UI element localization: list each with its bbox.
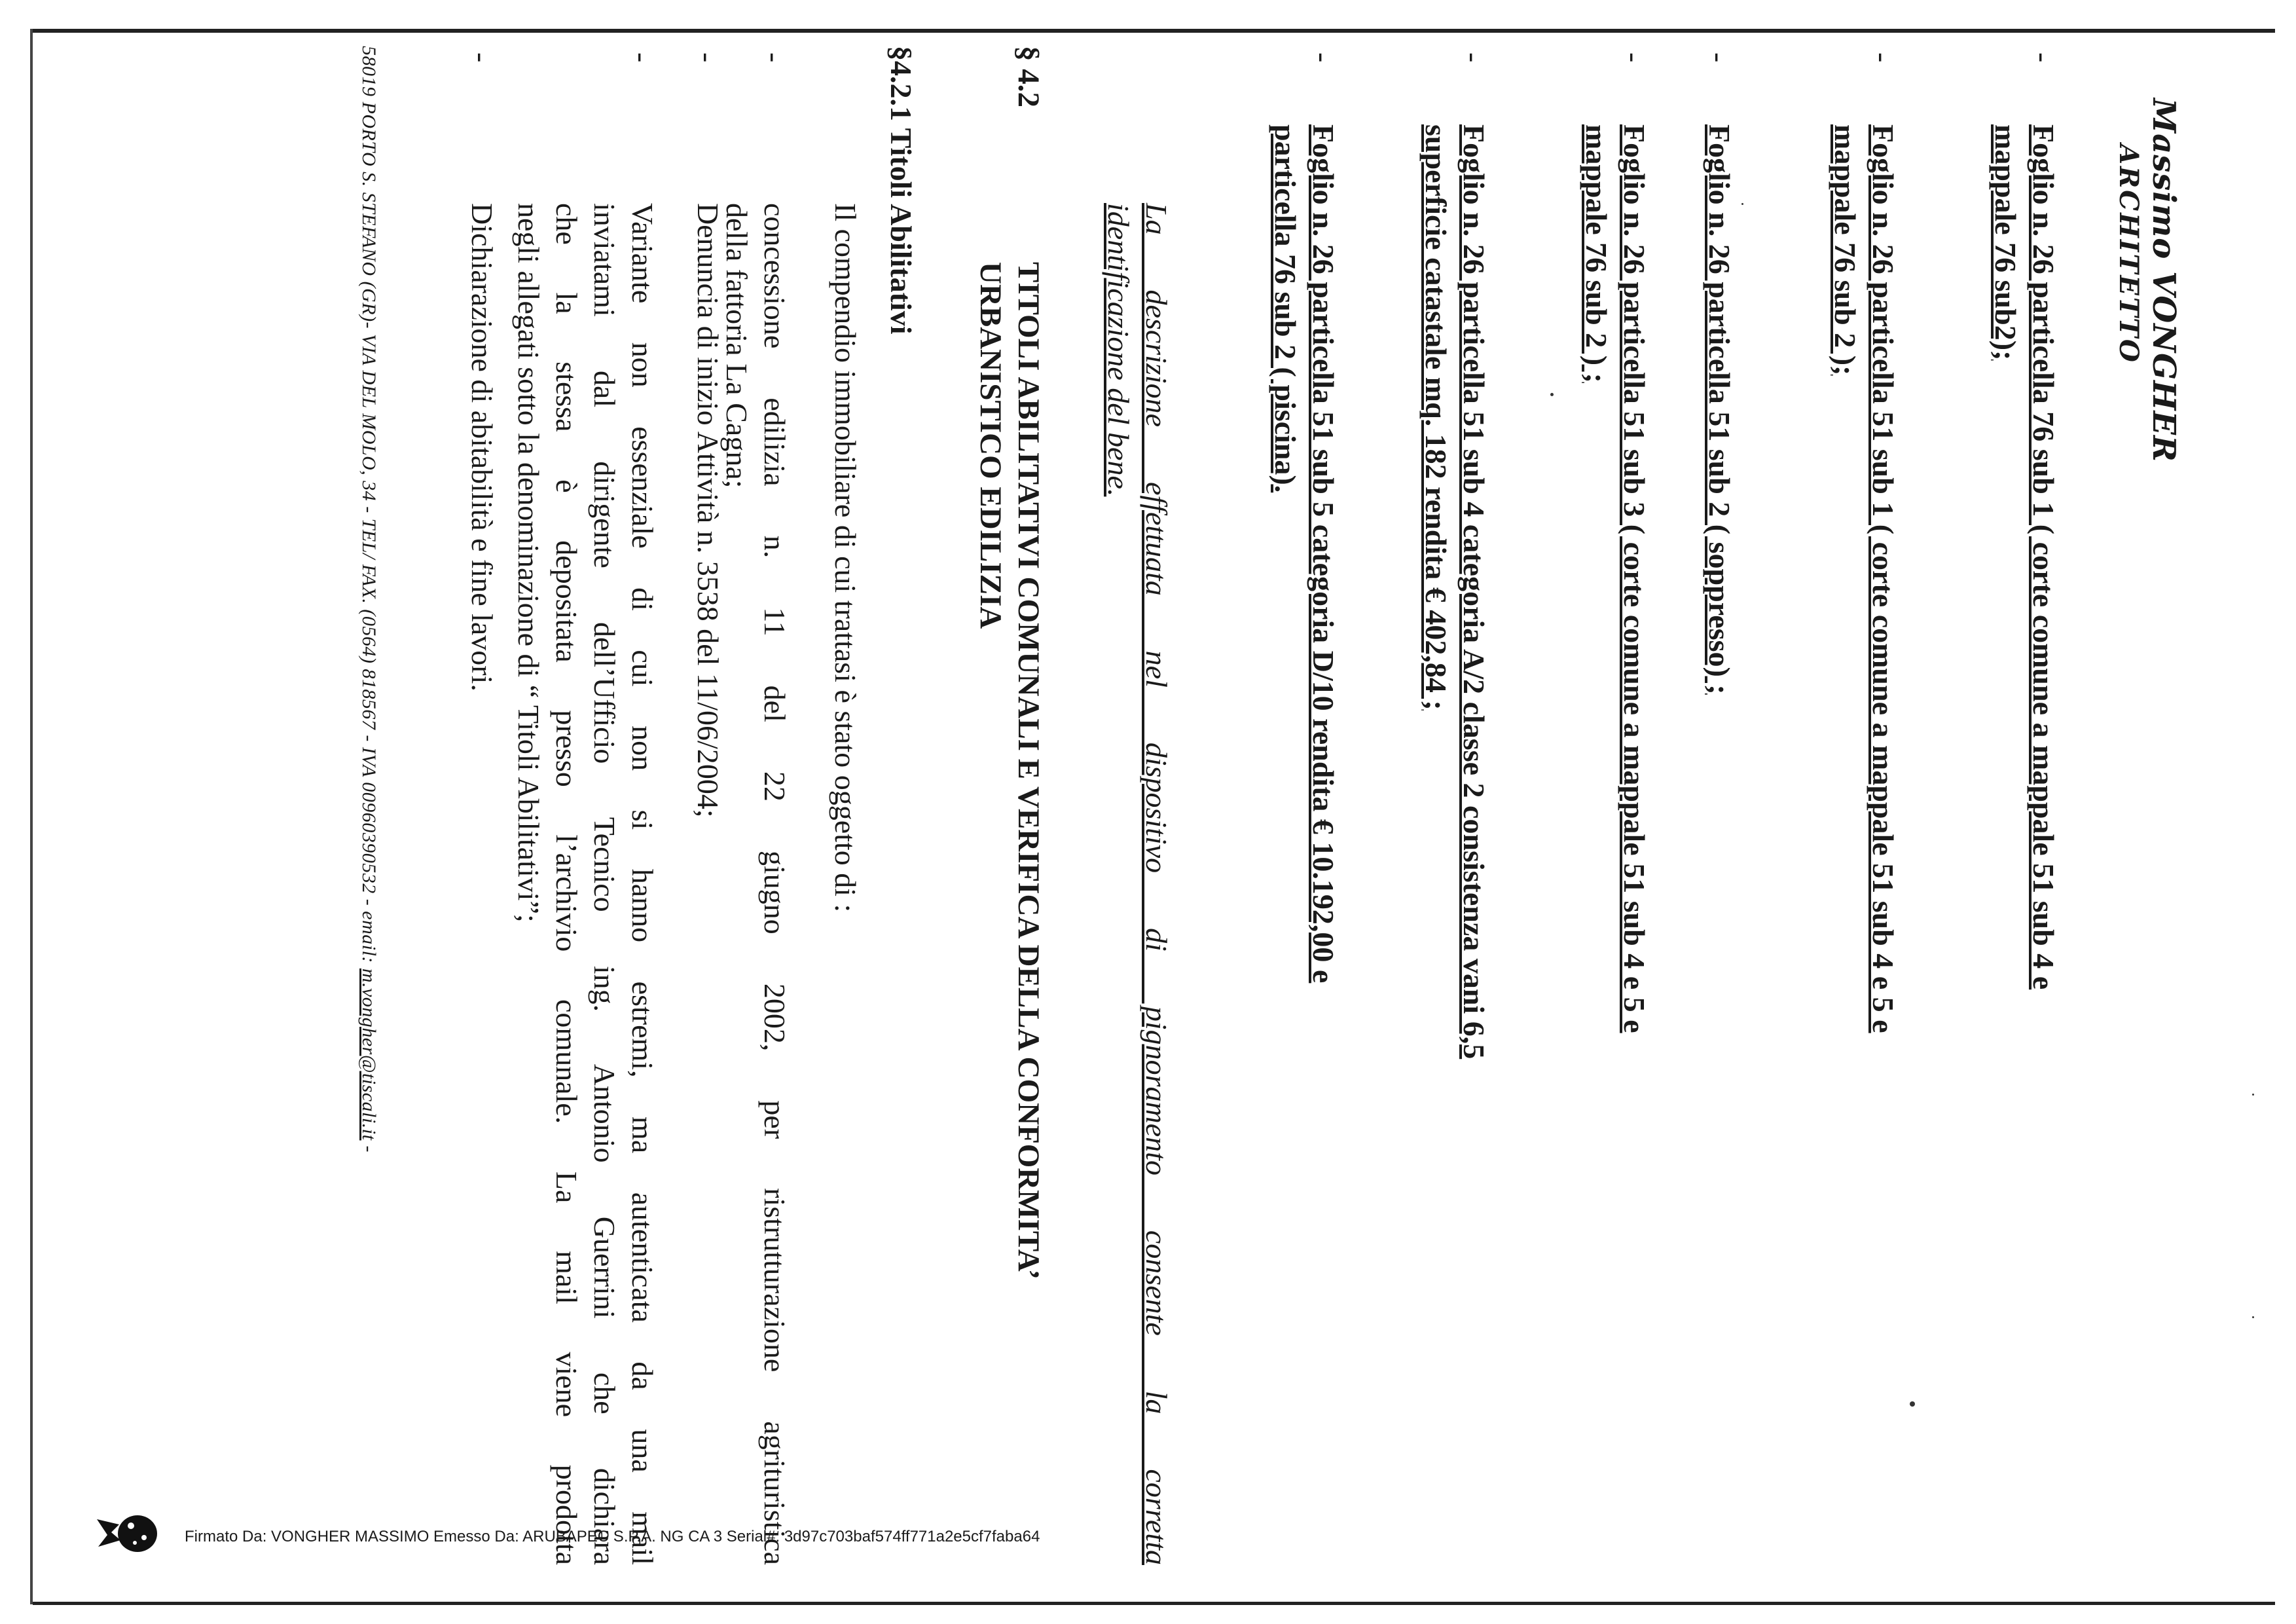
list-item: - concessione edilizia n. 11 del 22 giugno 2002, per ristrutturazione agrituristica della fattoria La Cagna;: [720, 52, 792, 1565]
footer-email: m.vongher@tiscali.it: [358, 968, 380, 1141]
section-heading: § 4.2 TITOLI ABILITATIVI COMUNALI E VERIFICA DELLA CONFORMITA’ URBANISTICO EDILIZIA: [974, 46, 1046, 1280]
list-item: - Foglio n. 26 particella 51 sub 4 categoria A/2 classe 2 consistenza vani 6,5 superficie catastale mq. 182 rendita € 402,84 ;: [1419, 52, 1491, 1060]
list-item: - Foglio n. 26 particella 51 sub 2 ( soppresso) ;: [1703, 52, 1736, 695]
list-item: - Foglio n. 26 particella 51 sub 5 categoria D/10 rendita € 10.192,00 e particella 76 sub 2 ( piscina).: [1269, 52, 1340, 984]
subsection-heading: §4.2.1 Titoli Abilitativi: [884, 46, 918, 335]
digital-signature-line: Firmato Da: VONGHER MASSIMO Emesso Da: ARUBAPEC S.P.A. NG CA 3 Serial#: 3d97c703baf574ff771a2e5cf7faba64: [185, 1528, 1040, 1545]
page-border-left: [30, 29, 33, 1604]
list-item: - Foglio n. 26 particella 51 sub 1 ( corte comune a mappale 51 sub 4 e 5 e mappale 76 sub 2 );: [1829, 52, 1900, 1033]
list-item: - Dichiarazione di abitabilità e fine lavori.: [465, 52, 499, 692]
list-item: - Foglio n. 26 particella 76 sub 1 ( corte comune a mappale 51 sub 4 e mappale 76 sub2);: [1989, 52, 2060, 990]
footer-address: 58019 PORTO S. STEFANO (GR)- VIA DEL MOLO, 34 - TEL/ FAX. (0564) 818567 - IVA 00960390532 - email: m.vongher@tiscali.it -: [358, 46, 380, 1153]
letterhead: [2088, 46, 2187, 570]
scan-speck: [1550, 393, 1554, 396]
rotated-document-page: [193, 46, 2187, 1572]
list-item: - Denuncia di inizio Attività n. 3538 del 11/06/2004;: [691, 52, 725, 818]
scan-speck: [2252, 1094, 2254, 1096]
page-border-top: [33, 29, 2275, 33]
intro-paragraph: Il compendio immobiliare di cui trattasi è stato oggetto di :: [829, 203, 862, 913]
list-item: - Foglio n. 26 particella 51 sub 3 ( corte comune a mappale 51 sub 4 e 5 e mappale 76 sub 2 ) ;: [1580, 52, 1651, 1033]
scan-speck: [1741, 203, 1743, 205]
letterhead-name: Massimo VONGHER: [2145, 98, 2182, 462]
scan-speck: [1910, 1401, 1915, 1407]
scan-speck: [2252, 1316, 2254, 1318]
list-item: - Variante non essenziale di cui non si hanno estremi, ma autenticata da una mail inviatami dal dirigente dell’Ufficio Tecnico ing. Antonio Guerrini che dichiara che la stessa è depositata presso l’archivio comunale. La mail viene prodotta negli allegati sotto la denominazione di “ Titoli Abilitativi”;: [512, 52, 659, 1565]
letterhead-title: ARCHITETTO: [2113, 144, 2144, 364]
signature-seal-icon: [92, 1506, 164, 1559]
page-border-bottom: [33, 1602, 2275, 1605]
description-paragraph: La descrizione effettuata nel dispositivo di pignoramento consente la corretta identificazione del bene.: [1102, 203, 1173, 1565]
